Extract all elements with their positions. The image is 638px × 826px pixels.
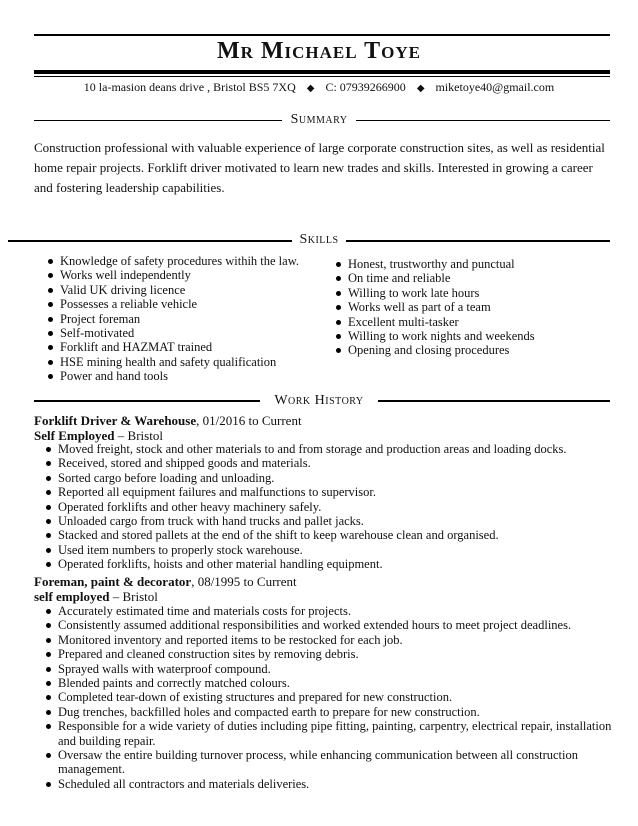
job-2-title-line bbox=[34, 574, 297, 589]
list-item: On time and reliable bbox=[334, 271, 604, 285]
list-item: Operated forklifts, hoists and other material handling equipment. bbox=[44, 557, 614, 571]
list-item: Used item numbers to properly stock warehouse. bbox=[44, 543, 614, 557]
list-item: Consistently assumed additional responsibilities and worked extended hours to meet project deadlines. bbox=[44, 618, 614, 632]
job-1-company-line bbox=[34, 428, 163, 443]
diamond-icon: ◆ bbox=[306, 83, 315, 94]
list-item: Dug trenches, backfilled holes and compacted earth to prepare for new construction. bbox=[44, 705, 614, 719]
list-item: Possesses a reliable vehicle bbox=[46, 297, 336, 311]
phone: C: 07939266900 bbox=[325, 80, 406, 94]
job-dates: , 01/2016 to Current bbox=[196, 413, 302, 428]
header-bottom-rule-thin bbox=[34, 76, 610, 77]
list-item: Accurately estimated time and materials costs for projects. bbox=[44, 604, 614, 618]
list-item: Reported all equipment failures and malfunctions to supervisor. bbox=[44, 485, 614, 499]
list-item: Excellent multi-tasker bbox=[334, 315, 604, 329]
header-bottom-rule-thick bbox=[34, 70, 610, 74]
list-item: Scheduled all contractors and materials deliveries. bbox=[44, 777, 614, 791]
header-top-rule bbox=[34, 34, 610, 36]
list-item: Knowledge of safety procedures withih the law. bbox=[46, 254, 336, 268]
candidate-name: Mr Michael Toye bbox=[216, 38, 422, 64]
list-item: HSE mining health and safety qualification bbox=[46, 355, 336, 369]
list-item: Forklift and HAZMAT trained bbox=[46, 340, 336, 354]
diamond-icon: ◆ bbox=[416, 83, 425, 94]
list-item: Sprayed walls with waterproof compound. bbox=[44, 662, 614, 676]
list-item: Blended paints and correctly matched colours. bbox=[44, 676, 614, 690]
summary-text: Construction professional with valuable experience of large corporate construction sites, as well as residential home repair projects. Forklift driver motivated to learn new trades and skills. Interested in growing a career and fostering leadership capabilities. bbox=[34, 140, 605, 195]
list-item: Monitored inventory and reported items to be restocked for each job. bbox=[44, 633, 614, 647]
contact-line bbox=[0, 80, 638, 95]
list-item: Unloaded cargo from truck with hand trucks and pallet jacks. bbox=[44, 514, 614, 528]
job-title: Forklift Driver & Warehouse bbox=[34, 413, 197, 428]
email: miketoye40@gmail.com bbox=[435, 80, 555, 94]
summary-heading: Summary bbox=[0, 112, 638, 128]
job-2-company-line bbox=[34, 589, 158, 604]
job-company: Self Employed bbox=[34, 428, 115, 443]
job-2-bullets bbox=[44, 604, 614, 791]
list-item: Project foreman bbox=[46, 312, 336, 326]
list-item: Prepared and cleaned construction sites by removing debris. bbox=[44, 647, 614, 661]
job-location: – Bristol bbox=[114, 428, 163, 443]
job-title: Foreman, paint & decorator bbox=[34, 574, 192, 589]
list-item: Stacked and stored pallets at the end of the shift to keep warehouse clean and organised. bbox=[44, 528, 614, 542]
skills-list-left bbox=[46, 254, 336, 384]
job-company: self employed bbox=[34, 589, 110, 604]
list-item: Opening and closing procedures bbox=[334, 343, 604, 357]
list-item: Works well independently bbox=[46, 268, 336, 282]
work-history-heading: Work History bbox=[0, 393, 638, 409]
list-item: Operated forklifts and other heavy machinery safely. bbox=[44, 500, 614, 514]
list-item: Completed tear-down of existing structures and prepared for new construction. bbox=[44, 690, 614, 704]
skills-list-right bbox=[334, 257, 604, 358]
list-item: Valid UK driving licence bbox=[46, 283, 336, 297]
list-item: Power and hand tools bbox=[46, 369, 336, 383]
list-item: Willing to work late hours bbox=[334, 286, 604, 300]
list-item: Self-motivated bbox=[46, 326, 336, 340]
list-item: Received, stored and shipped goods and materials. bbox=[44, 456, 614, 470]
job-location: – Bristol bbox=[109, 589, 158, 604]
list-item: Responsible for a wide variety of duties including pipe fitting, painting, carpentry, electrical repair, installation and building repair. bbox=[44, 719, 614, 748]
list-item: Sorted cargo before loading and unloading. bbox=[44, 471, 614, 485]
list-item: Works well as part of a team bbox=[334, 300, 604, 314]
list-item: Moved freight, stock and other materials to and from storage and production areas and loading docks. bbox=[44, 442, 614, 456]
skills-heading: Skills bbox=[0, 232, 638, 248]
address: 10 la-masion deans drive , Bristol BS5 7XQ bbox=[83, 80, 296, 94]
job-dates: , 08/1995 to Current bbox=[191, 574, 297, 589]
list-item: Willing to work nights and weekends bbox=[334, 329, 604, 343]
list-item: Honest, trustworthy and punctual bbox=[334, 257, 604, 271]
list-item: Oversaw the entire building turnover process, while enhancing communication between all construction management. bbox=[44, 748, 614, 777]
job-1-title-line bbox=[34, 413, 302, 428]
job-1-bullets bbox=[44, 442, 614, 572]
